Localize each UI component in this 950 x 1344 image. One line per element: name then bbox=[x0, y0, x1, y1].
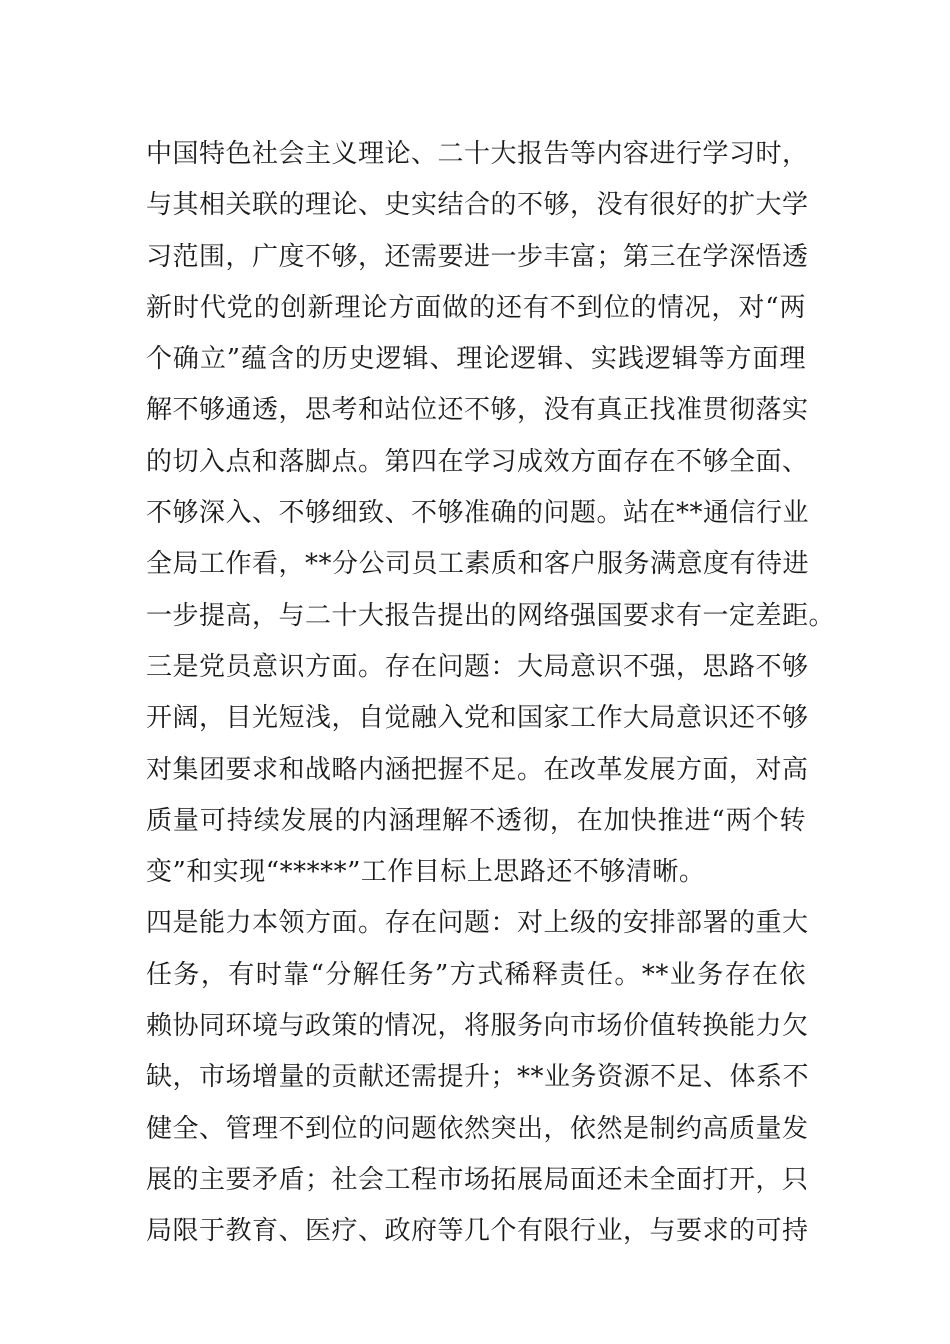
document-body bbox=[146, 129, 836, 1258]
text-line: 变”和实现“*****”工作目标上思路还不够清晰。 bbox=[146, 857, 706, 888]
text-line: 一步提高，与二十大报告提出的网络强国要求有一定差距。 bbox=[146, 600, 836, 631]
text-line: 赖协同环境与政策的情况，将服务向市场价值转换能力欠 bbox=[146, 1011, 809, 1042]
text-line: 不够深入、不够细致、不够准确的问题。站在**通信行业 bbox=[146, 498, 810, 529]
text-line: 习范围，广度不够，还需要进一步丰富；第三在学深悟透 bbox=[146, 241, 809, 272]
paragraph-party-awareness bbox=[146, 642, 809, 898]
text-line: 中国特色社会主义理论、二十大报告等内容进行学习时， bbox=[146, 139, 809, 169]
paragraph-study bbox=[146, 129, 836, 642]
text-line: 个确立”蕴含的历史逻辑、理论逻辑、实践逻辑等方面理 bbox=[146, 344, 806, 375]
text-line: 三是党员意识方面。存在问题：大局意识不强，思路不够 bbox=[146, 651, 809, 682]
paragraph-capability bbox=[146, 898, 810, 1257]
text-line: 质量可持续发展的内涵理解不透彻，在加快推进“两个转 bbox=[146, 805, 806, 836]
text-line: 健全、管理不到位的问题依然突出，依然是制约高质量发 bbox=[146, 1113, 809, 1144]
text-line: 展的主要矛盾；社会工程市场拓展局面还未全面打开，只 bbox=[146, 1164, 809, 1195]
text-line: 解不够通透，思考和站位还不够，没有真正找准贯彻落实 bbox=[146, 395, 809, 426]
text-line: 对集团要求和战略内涵把握不足。在改革发展方面，对高 bbox=[146, 754, 809, 785]
text-line: 与其相关联的理论、史实结合的不够，没有很好的扩大学 bbox=[146, 190, 809, 221]
text-line: 四是能力本领方面。存在问题：对上级的安排部署的重大 bbox=[146, 908, 809, 939]
text-line: 新时代党的创新理论方面做的还有不到位的情况，对“两 bbox=[146, 292, 806, 323]
text-line: 缺，市场增量的贡献还需提升；**业务资源不足、体系不 bbox=[146, 1062, 810, 1093]
text-line: 局限于教育、医疗、政府等几个有限行业，与要求的可持 bbox=[146, 1216, 809, 1247]
text-line: 全局工作看，**分公司员工素质和客户服务满意度有待进 bbox=[146, 549, 810, 580]
text-line: 开阔，目光短浅，自觉融入党和国家工作大局意识还不够 bbox=[146, 703, 809, 734]
text-line: 的切入点和落脚点。第四在学习成效方面存在不够全面、 bbox=[146, 446, 809, 477]
text-line: 任务，有时靠“分解任务”方式稀释责任。**业务存在依 bbox=[146, 959, 806, 990]
